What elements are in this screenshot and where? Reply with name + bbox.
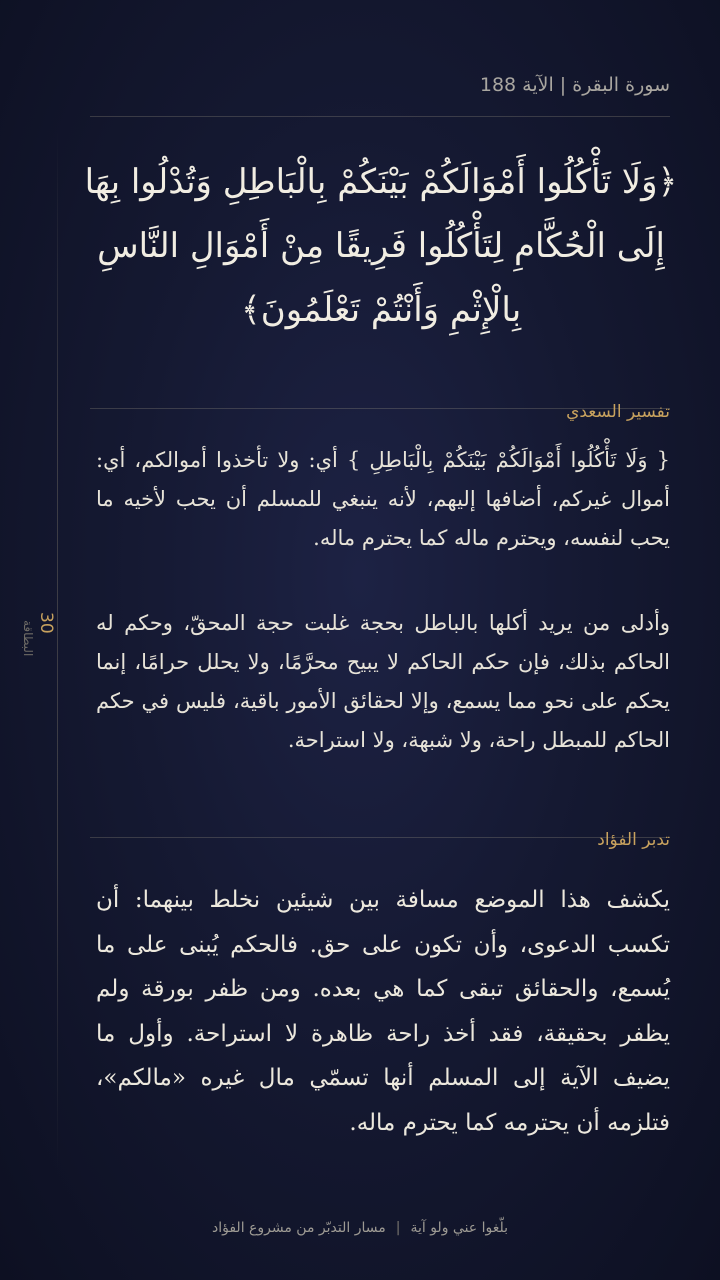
quran-verse: ﴿وَلَا تَأْكُلُوا أَمْوَالَكُمْ بَيْنَكُمْ بِالْبَاطِلِ وَتُدْلُوا بِهَا إِلَى الْحُكَّامِ لِتَأْكُلُوا فَرِيقًا مِنْ أَمْوَالِ النَّاسِ بِالْإِثْمِ وَأَنْتُمْ تَعْلَمُونَ﴾ — [84, 162, 678, 330]
reflection-title: تدبر الفؤاد — [597, 830, 670, 850]
reflection-text: يكشف هذا الموضع مسافة بين شيئين نخلط بينهما: أن تكسب الدعوى، وأن تكون على حق. فالحكم يُبنى على ما يُسمع، والحقائق تبقى كما هي بعده. ومن ظفر بورقة ولم يظفر بحقيقة، فقد أخذ راحة ظاهرة لا استراحة. وأول ما يضيف الآية إلى المسلم أنها تسمّي مال غيره «مالكم»، فتلزمه أن يحترمه كما يحترم ماله. — [96, 887, 670, 1136]
side-label — [12, 612, 56, 658]
footer — [0, 1220, 720, 1236]
tafsir-paragraph-2: وأدلى من يريد أكلها بالباطل بحجة غلبت حجة المحقّ، وحكم له الحاكم بذلك، فإن حكم الحاكم لا يبيح محرَّمًا، ولا يحلل حرامًا، إنما يحكم على نحو مما يسمع، وإلا لحقائق الأمور باقية، فليس في حكم الحاكم للمبطل راحة، ولا شبهة، ولا استراحة. — [96, 611, 670, 752]
header-divider — [90, 116, 670, 117]
card-label: البطاقة — [21, 620, 35, 657]
tafsir-divider — [90, 837, 670, 838]
footer-slogan: بلّغوا عني ولو آية — [410, 1220, 509, 1236]
tafsir-paragraph-1: { وَلَا تَأْكُلُوا أَمْوَالَكُمْ بَيْنَكُمْ بِالْبَاطِلِ } أي: ولا تأخذوا أموالكم، أي: أموال غيركم، أضافها إليهم، لأنه ينبغي للمسلم أن يحب لأخيه ما يحب لنفسه، ويحترم ماله كما يحترم ماله. — [96, 448, 670, 550]
footer-project: مسار التدبّر من مشروع الفؤاد — [211, 1220, 386, 1236]
tafsir-title: تفسير السعدي — [566, 402, 670, 422]
footer-separator: | — [395, 1220, 401, 1236]
surah-ayah-header: سورة البقرة | الآية 188 — [479, 74, 670, 96]
card-number: 30 — [36, 612, 56, 634]
side-rail-divider — [57, 130, 58, 1170]
